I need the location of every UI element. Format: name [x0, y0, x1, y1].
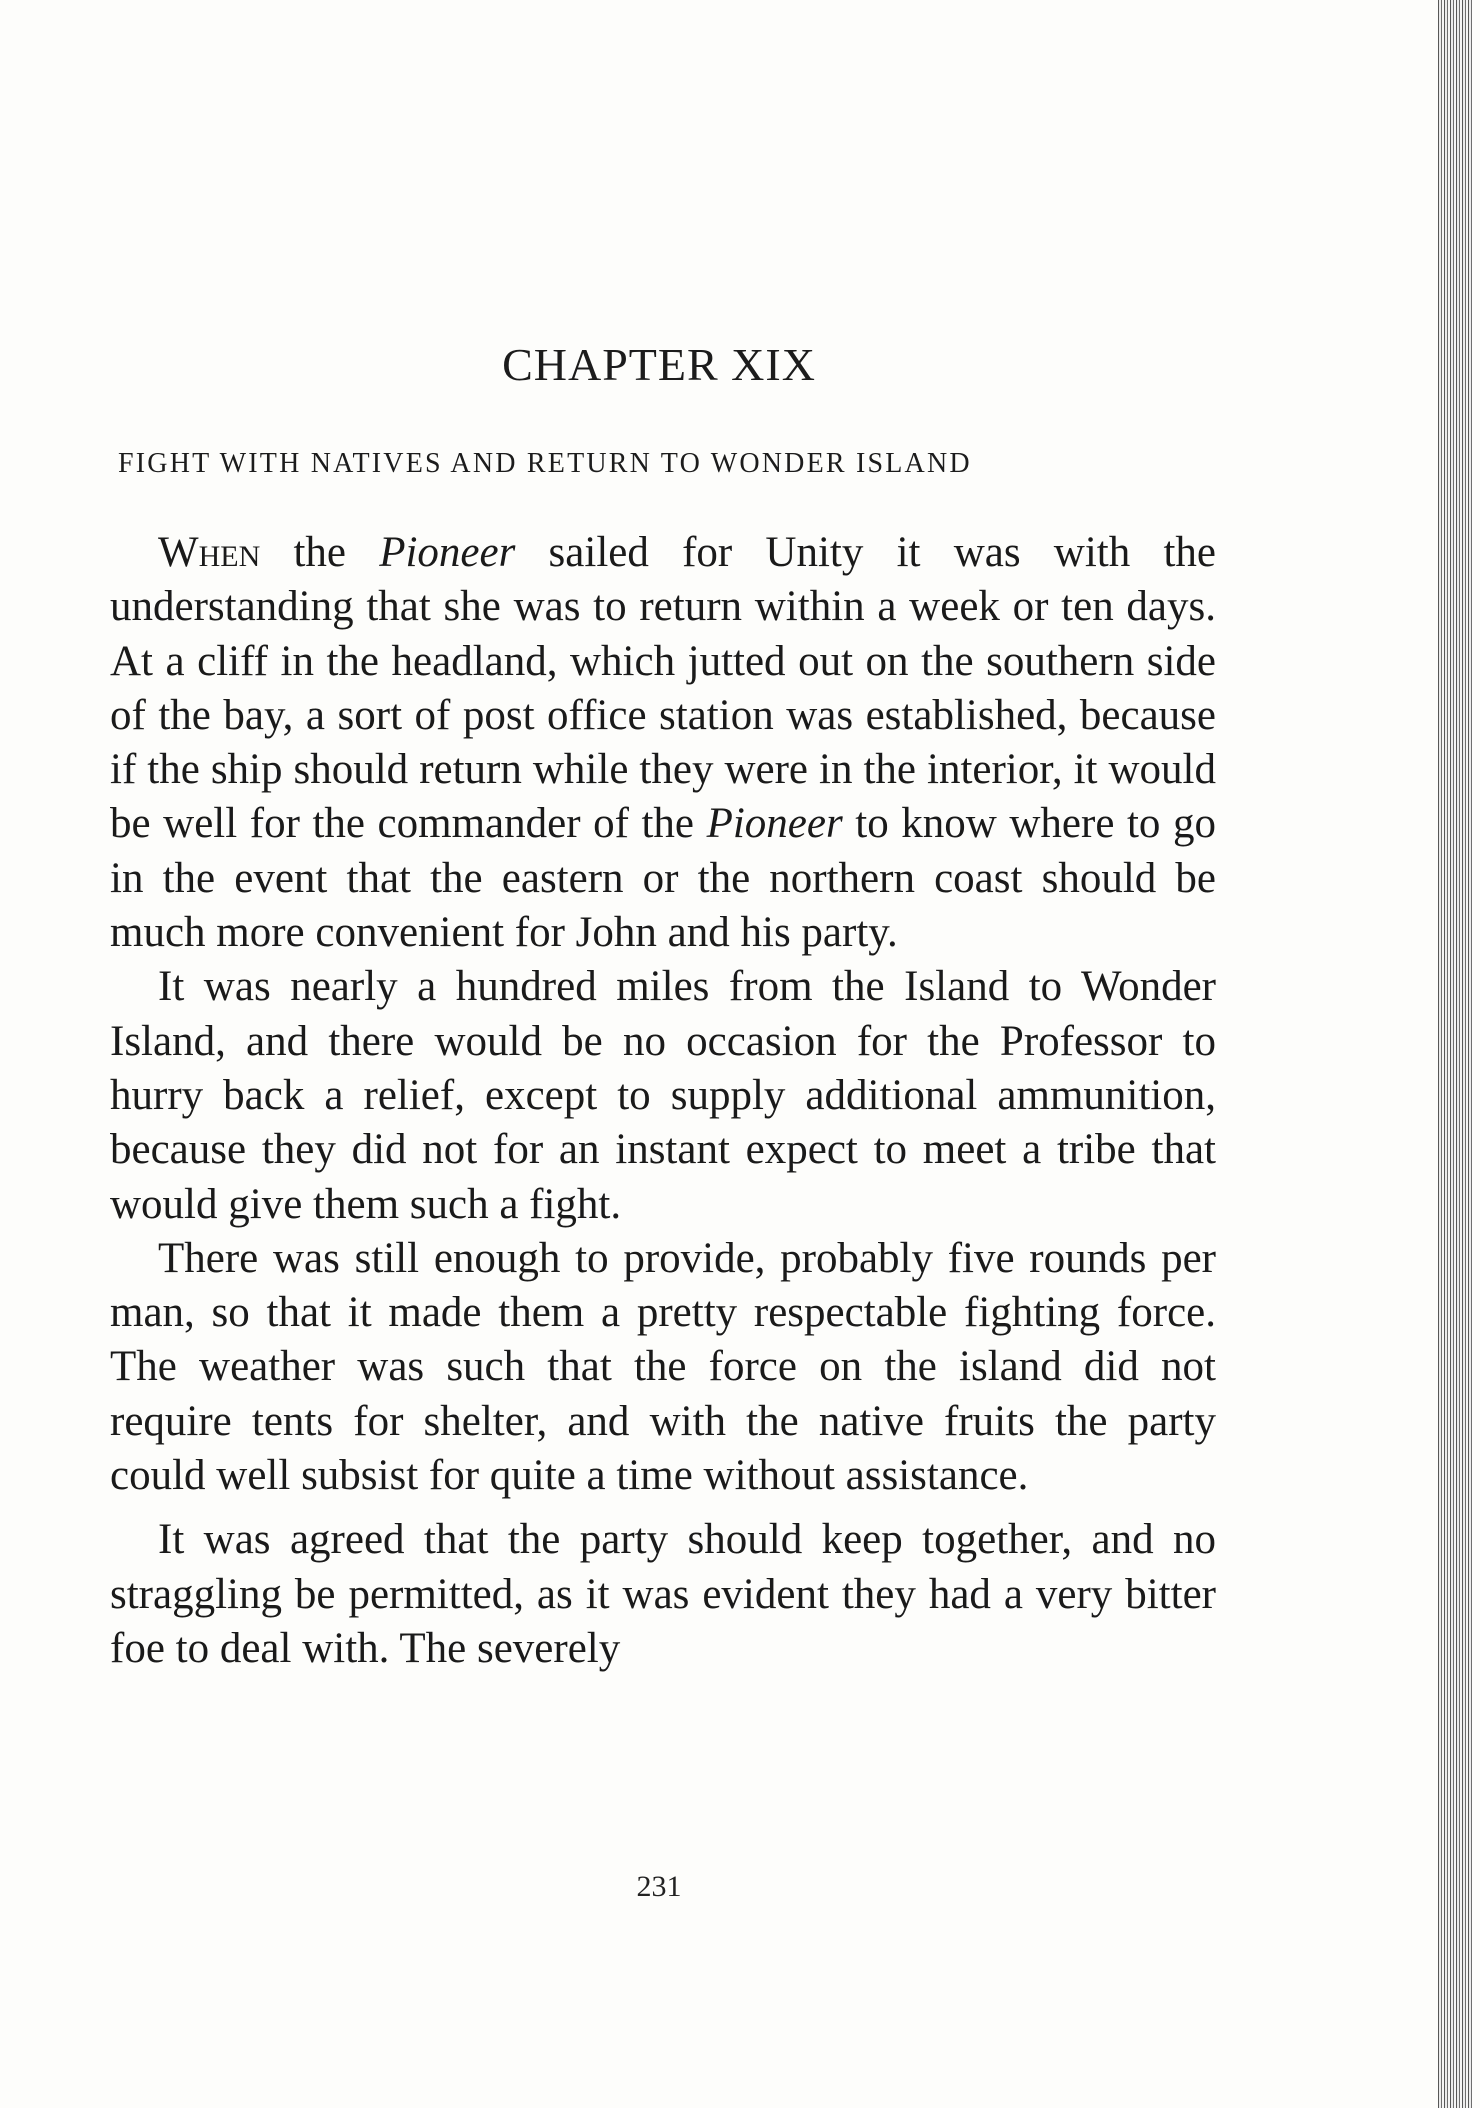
paragraph-lead-word: When: [158, 529, 261, 576]
paragraph-1-text-a: the: [260, 529, 380, 576]
paragraph-1: [110, 526, 1216, 960]
paragraph-3: There was still enough to provide, probably five rounds per man, so that it made them a pretty respectable fighting force. The weather was such that the force on the island did not require tents for shelter, and with the native fruits the party could well subsist for quite a time without assistance.: [110, 1234, 1216, 1500]
paragraph-1-text-c: to know where to go in the event that the eastern or the northern coast should be much more convenient for John and his party.: [110, 800, 1216, 957]
ship-name: Pioneer: [706, 800, 843, 848]
book-binding-edge: [1438, 0, 1472, 2108]
paragraph-2: It was nearly a hundred miles from the Island to Wonder Island, and there would be no occasion for the Professor to hurry back a relief, except to supply additional ammunition, because they did not for an instant expect to meet a tribe that would give them such a fight.: [110, 963, 1216, 1228]
paragraph-4: It was agreed that the party should keep together, and no straggling be permitted, as it was evident they had a very bitter foe to deal with. The severely: [110, 1516, 1216, 1672]
chapter-title: FIGHT WITH NATIVES AND RETURN TO WONDER ISLAND: [118, 448, 972, 479]
page-number: 231: [636, 1870, 682, 1903]
body-text: [110, 526, 1216, 1676]
paragraph-1-text-b: sailed for Unity it was with the understanding that she was to return within a week or ten days. At a cliff in the headland, which jutted out on the southern side of the bay, a sort of post office station was established, because if the ship should return while they were in the interior, it would be well for the commander of the: [110, 529, 1216, 848]
ship-name: Pioneer: [379, 529, 516, 576]
chapter-number: CHAPTER XIX: [502, 339, 816, 390]
